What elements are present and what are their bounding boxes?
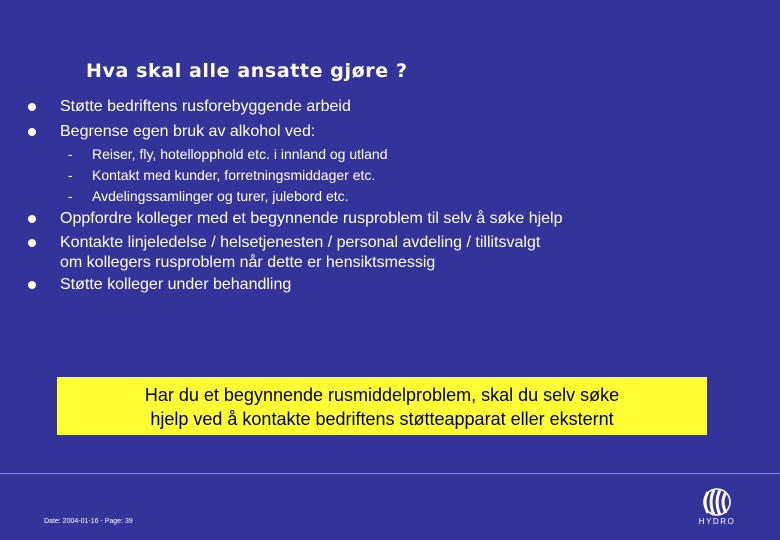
bullet-item — [28, 97, 351, 117]
bullet-line: Kontakte linjeledelse / helsetjenesten / personal avdeling / tillitsvalgt — [60, 234, 541, 251]
bullet-dot-icon — [28, 128, 36, 136]
logo-text: HYDRO — [698, 517, 736, 526]
dash-marker: - — [68, 167, 73, 183]
bullet-item — [28, 275, 291, 295]
hydro-logo-icon — [692, 487, 742, 529]
bullet-text: Oppfordre kolleger med et begynnende rusproblem til selv å søke hjelp — [60, 210, 563, 227]
bullet-item — [28, 209, 563, 229]
bullet-item — [28, 122, 315, 142]
bullet-dot-icon — [28, 103, 36, 111]
sub-bullet-text: Kontakt med kunder, forretningsmiddager etc. — [92, 167, 376, 183]
sub-bullet-item — [68, 145, 388, 163]
highlight-line: hjelp ved å kontakte bedriftens støtteapparat eller eksternt — [150, 409, 614, 429]
bullet-dot-icon — [28, 281, 36, 289]
sub-bullet-text: Reiser, fly, hotellopphold etc. i innland og utland — [92, 146, 388, 162]
highlight-line: Har du et begynnende rusmiddelproblem, skal du selv søke — [144, 385, 620, 405]
bullet-dot-icon — [28, 215, 36, 223]
bullet-line: om kollegers rusproblem når dette er hensiktsmessig — [60, 254, 436, 271]
slide-title: Hva skal alle ansatte gjøre ? — [86, 60, 408, 82]
hydro-logo-mark — [692, 487, 742, 517]
footer-divider — [0, 473, 780, 474]
bullet-text-multiline — [60, 233, 540, 273]
bullet-text: Støtte bedriftens rusforebyggende arbeid — [60, 98, 351, 115]
dash-marker: - — [68, 188, 73, 204]
sub-bullet-item — [68, 166, 375, 184]
bullet-text: Støtte kolleger under behandling — [60, 276, 292, 293]
sub-bullet-item — [68, 187, 349, 205]
dash-marker: - — [68, 146, 73, 162]
footer-date-page: Date: 2004-01-16 - Page: 39 — [44, 518, 133, 525]
sub-bullet-text: Avdelingssamlinger og turer, julebord etc. — [92, 188, 349, 204]
bullet-item — [28, 233, 540, 273]
bullet-text: Begrense egen bruk av alkohol ved: — [60, 123, 316, 140]
highlight-box — [57, 377, 707, 435]
bullet-dot-icon — [28, 239, 36, 247]
